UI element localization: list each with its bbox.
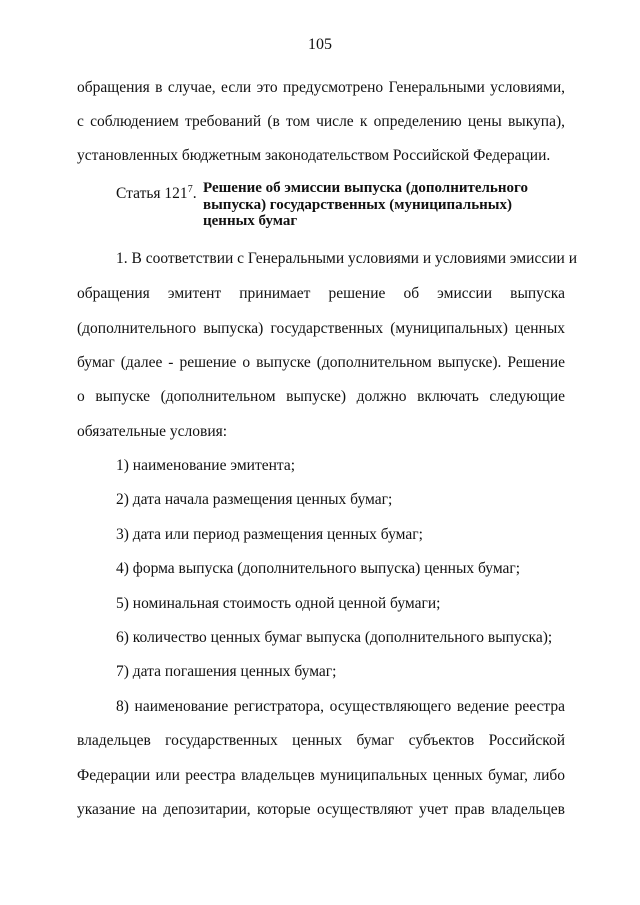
list-item-2: 2) дата начала размещения ценных бумаг; [116,491,393,508]
intro-line-2: с соблюдением требований (в том числе к определению цены выкупа), [77,113,565,130]
page-number: 105 [308,36,332,53]
list-item-7: 7) дата погашения ценных бумаг; [116,663,337,680]
article-number: Статья 121 [116,185,188,202]
article-superscript: 7 [187,184,193,195]
intro-line-1: обращения в случае, если это предусмотрено Генеральными условиями, [77,79,565,96]
paragraph1-line-3: (дополнительного выпуска) государственных (муниципальных) ценных [77,320,565,337]
list-item-6: 6) количество ценных бумаг выпуска (дополнительного выпуска); [116,629,553,646]
list-item-4: 4) форма выпуска (дополнительного выпуска) ценных бумаг; [116,560,521,577]
article-title [203,180,533,230]
paragraph1-line-4: бумаг (далее - решение о выпуске (дополнительном выпуске). Решение [77,354,565,371]
article-title-line-1: Решение об эмиссии выпуска (дополнительного [203,180,528,196]
article-title-line-2: выпуска) государственных (муниципальных) [203,196,512,213]
paragraph1-line-5: о выпуске (дополнительном выпуске) должно включать следующие [77,388,565,405]
paragraph1-line-1: 1. В соответствии с Генеральными условиями и условиями эмиссии и [116,250,577,267]
list-item-1: 1) наименование эмитента; [116,457,296,474]
item8-line-4: указание на депозитарии, которые осуществляют учет прав владельцев [77,801,565,818]
intro-line-3: установленных бюджетным законодательством Российской Федерации. [77,147,551,164]
list-item-3: 3) дата или период размещения ценных бумаг; [116,526,423,543]
paragraph1-line-2: обращения эмитент принимает решение об эмиссии выпуска [77,285,565,302]
paragraph1-line-6: обязательные условия: [77,423,228,440]
item8-line-1: 8) наименование регистратора, осуществляющего ведение реестра [116,698,565,715]
article-title-line-3: ценных бумаг [203,213,298,229]
item8-line-3: Федерации или реестра владельцев муниципальных ценных бумаг, либо [77,767,565,784]
item8-line-2: владельцев государственных ценных бумаг субъектов Российской [77,732,565,749]
article-label: Статья $121^7$. [116,184,197,202]
list-item-5: 5) номинальная стоимость одной ценной бумаги; [116,595,441,612]
